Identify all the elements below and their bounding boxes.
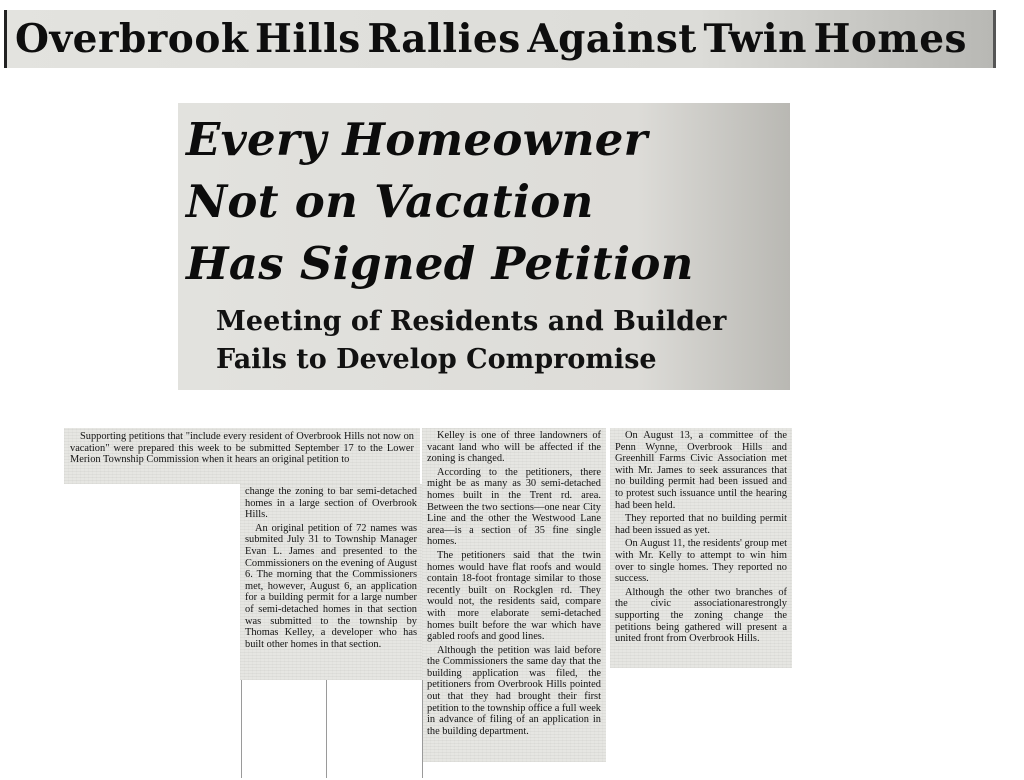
deck-headline	[178, 103, 790, 390]
paragraph: On August 11, the residents' group met with Mr. Kelly to attempt to win him over to single homes. They reported no success.	[615, 538, 787, 585]
lead-paragraph-block	[64, 428, 420, 484]
subhead-line: Fails to Develop Compromise	[216, 344, 657, 375]
scan-rule	[241, 680, 242, 778]
deck-line: Not on Vacation	[186, 175, 594, 228]
banner-word: Hills	[255, 16, 361, 62]
article-column-2	[422, 428, 606, 762]
paragraph: Kelley is one of three landowners of vacant land who will be affected if the zoning is changed.	[427, 430, 601, 465]
paragraph: Supporting petitions that "include every resident of Overbrook Hills not now on vacation" were prepared this week to be submitted September 17 to the Lower Merion Township Commission when it hears an original petition to	[70, 431, 414, 466]
deck-line: Every Homeowner	[186, 113, 648, 166]
deck-line: Has Signed Petition	[186, 237, 694, 290]
paragraph: They reported that no building permit had been issued as yet.	[615, 513, 787, 536]
paragraph: Although the other two branches of the civic associationarestrongly supporting the zoning change the petitions being gathered will present a united front from Overbrook Hills.	[615, 586, 787, 645]
lead-paragraph	[70, 431, 414, 466]
scan-rule	[326, 680, 327, 778]
paragraph: Although the petition was laid before the Commissioners the same day that the building application was filed, the petitioners from Overbrook Hills pointed out that they had brought their first petition to the township office a full week in advance of filing of an application in the building department.	[427, 644, 601, 737]
banner-headline	[4, 10, 996, 68]
paragraph: change the zoning to bar semi-detached homes in a large section of Overbrook Hills.	[245, 486, 417, 521]
article-column-1	[240, 484, 422, 680]
banner-word: Against	[527, 16, 697, 62]
paragraph: According to the petitioners, there might be as many as 30 semi-detached homes built in the Trent rd. area. Between the two sections—one near City Line and the other the Westwood Lane area—is a section of 35 fine single homes.	[427, 466, 601, 548]
subhead-line: Meeting of Residents and Builder	[216, 306, 727, 337]
paragraph: An original petition of 72 names was submited July 31 to Township Manager Evan L. James and presented to the Commissioners on the evening of August 6. The morning that the Commissioners met, however, August 6, an application for a building permit for a large number of semi-detached homes in that section was submitted to the township by Thomas Kelley, a developer who has built other homes in that section.	[245, 522, 417, 650]
banner-word: Homes	[813, 16, 967, 62]
banner-word: Twin	[703, 16, 807, 62]
paragraph: On August 13, a committee of the Penn Wynne, Overbrook Hills and Greenhill Farms Civic Association met with Mr. James to seek assurances that no building permit had been issued and to protest such issuance until the hearing had been held.	[615, 430, 787, 511]
scan-rule	[422, 680, 423, 778]
banner-word: Overbrook	[15, 16, 249, 62]
banner-word: Rallies	[367, 16, 521, 62]
paragraph: The petitioners said that the twin homes would have flat roofs and would contain 18-foot frontage similar to those recently built on Rockglen rd. They would not, the residents said, compare with more elaborate semi-detached homes built before the war which have gabled roofs and good lines.	[427, 549, 601, 643]
article-column-3	[610, 428, 792, 668]
